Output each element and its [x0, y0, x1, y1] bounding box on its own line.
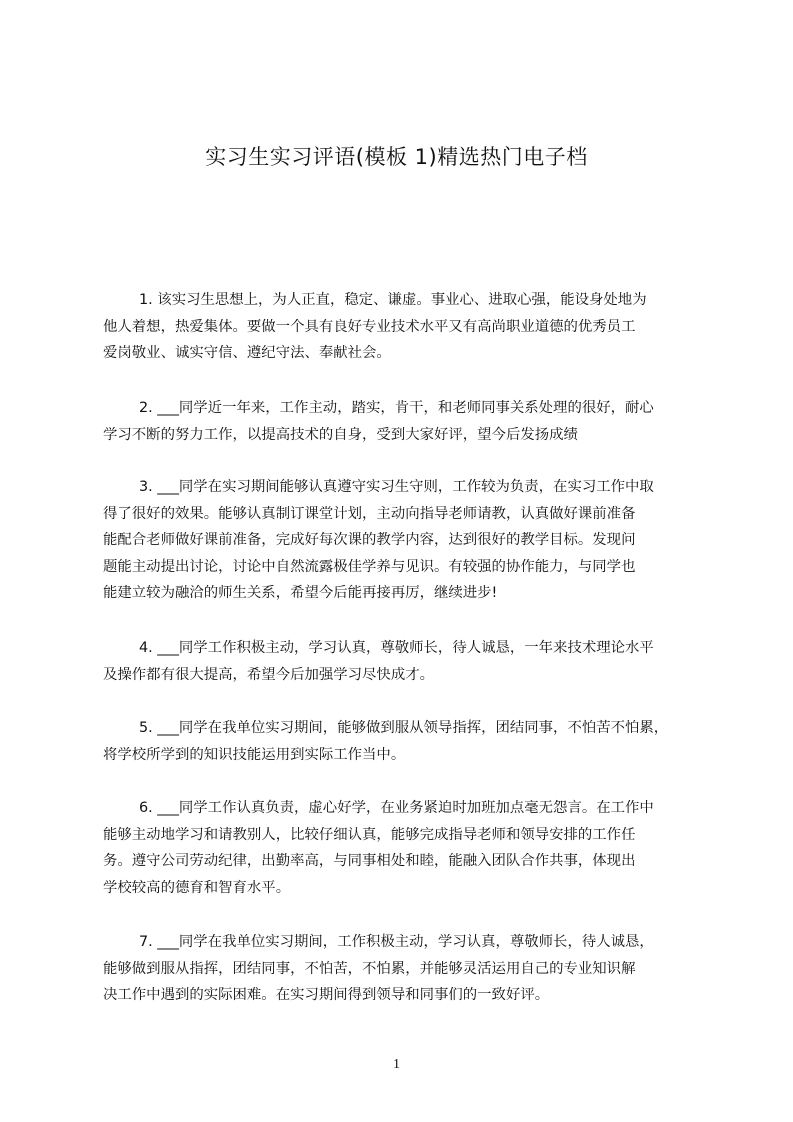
paragraph-7 [103, 929, 715, 1009]
paragraph-line: 学习不断的努力工作，以提高技术的自身，受到大家好评，望今后发扬成绩 [103, 426, 578, 443]
paragraph-line: 得了很好的效果。能够认真制订课堂计划，主动向指导老师请教，认真做好课前准备 [103, 505, 636, 522]
paragraph-6 [103, 795, 715, 901]
paragraph-line: 5. ___同学在我单位实习期间，能够做到服从领导指挥，团结同事，不怕苦不怕累， [139, 720, 669, 736]
paragraph-3 [103, 474, 715, 607]
paragraph-line: 决工作中遇到的实际困难。在实习期间得到领导和同事们的一致好评。 [103, 987, 550, 1003]
paragraph-2 [103, 395, 715, 448]
paragraph-line: 6. ___同学工作认真负责，虚心好学，在业务紧迫时加班加点毫无怨言。在工作中 [139, 800, 654, 816]
paragraph-line: 他人着想，热爱集体。要做一个具有良好专业技术水平又有高尚职业道德的优秀员工 [103, 318, 636, 335]
paragraph-line: 7. ___同学在我单位实习期间，工作积极主动，学习认真，尊敬师长，待人诚恳， [139, 934, 654, 950]
paragraph-line: 3. ___同学在实习期间能够认真遵守实习生守则，工作较为负责，在实习工作中取 [139, 479, 654, 495]
paragraph-line: 学校较高的德育和智育水平。 [103, 879, 291, 896]
paragraph-line: 题能主动提出讨论，讨论中自然流露极佳学养与见识。有较强的协作能力，与同学也 [103, 558, 636, 575]
paragraph-line: 务。遵守公司劳动纪律，出勤率高，与同事相处和睦，能融入团队合作共事，体现出 [103, 853, 636, 869]
paragraph-4 [103, 635, 715, 688]
paragraph-line: 能配合老师做好课前准备，完成好每次课的教学内容，达到很好的教学目标。发现问 [103, 532, 636, 548]
paragraph-line: 4. ___同学工作积极主动，学习认真，尊敬师长，待人诚恳，一年来技术理论水平 [139, 640, 654, 656]
paragraph-line: 能建立较为融洽的师生关系，希望今后能再接再厉，继续进步! [103, 585, 498, 601]
paragraph-5 [103, 715, 715, 768]
paragraph-line: 2. ___同学近一年来，工作主动，踏实，肯干，和老师同事关系处理的很好，耐心 [139, 400, 654, 416]
paragraph-1 [103, 287, 715, 367]
paragraph-line: 1. 该实习生思想上，为人正直，稳定、谦虚。事业心、进取心强，能设身处地为 [139, 292, 647, 308]
paragraph-line: 能够主动地学习和请教别人，比较仔细认真，能够完成指导老师和领导安排的工作任 [103, 826, 636, 843]
paragraph-line: 及操作都有很大提高，希望今后加强学习尽快成才。 [103, 666, 434, 683]
paragraph-line: 能够做到服从指挥，团结同事，不怕苦，不怕累，并能够灵活运用自己的专业知识解 [103, 960, 636, 977]
page-number: 1 [393, 1057, 400, 1072]
paragraph-line: 将学校所学到的知识技能运用到实际工作当中。 [103, 746, 406, 763]
document-title: 实习生实习评语(模板 1)精选热门电子档 [205, 145, 588, 169]
paragraph-line: 爱岗敬业、诚实守信、遵纪守法、奉献社会。 [103, 345, 391, 361]
